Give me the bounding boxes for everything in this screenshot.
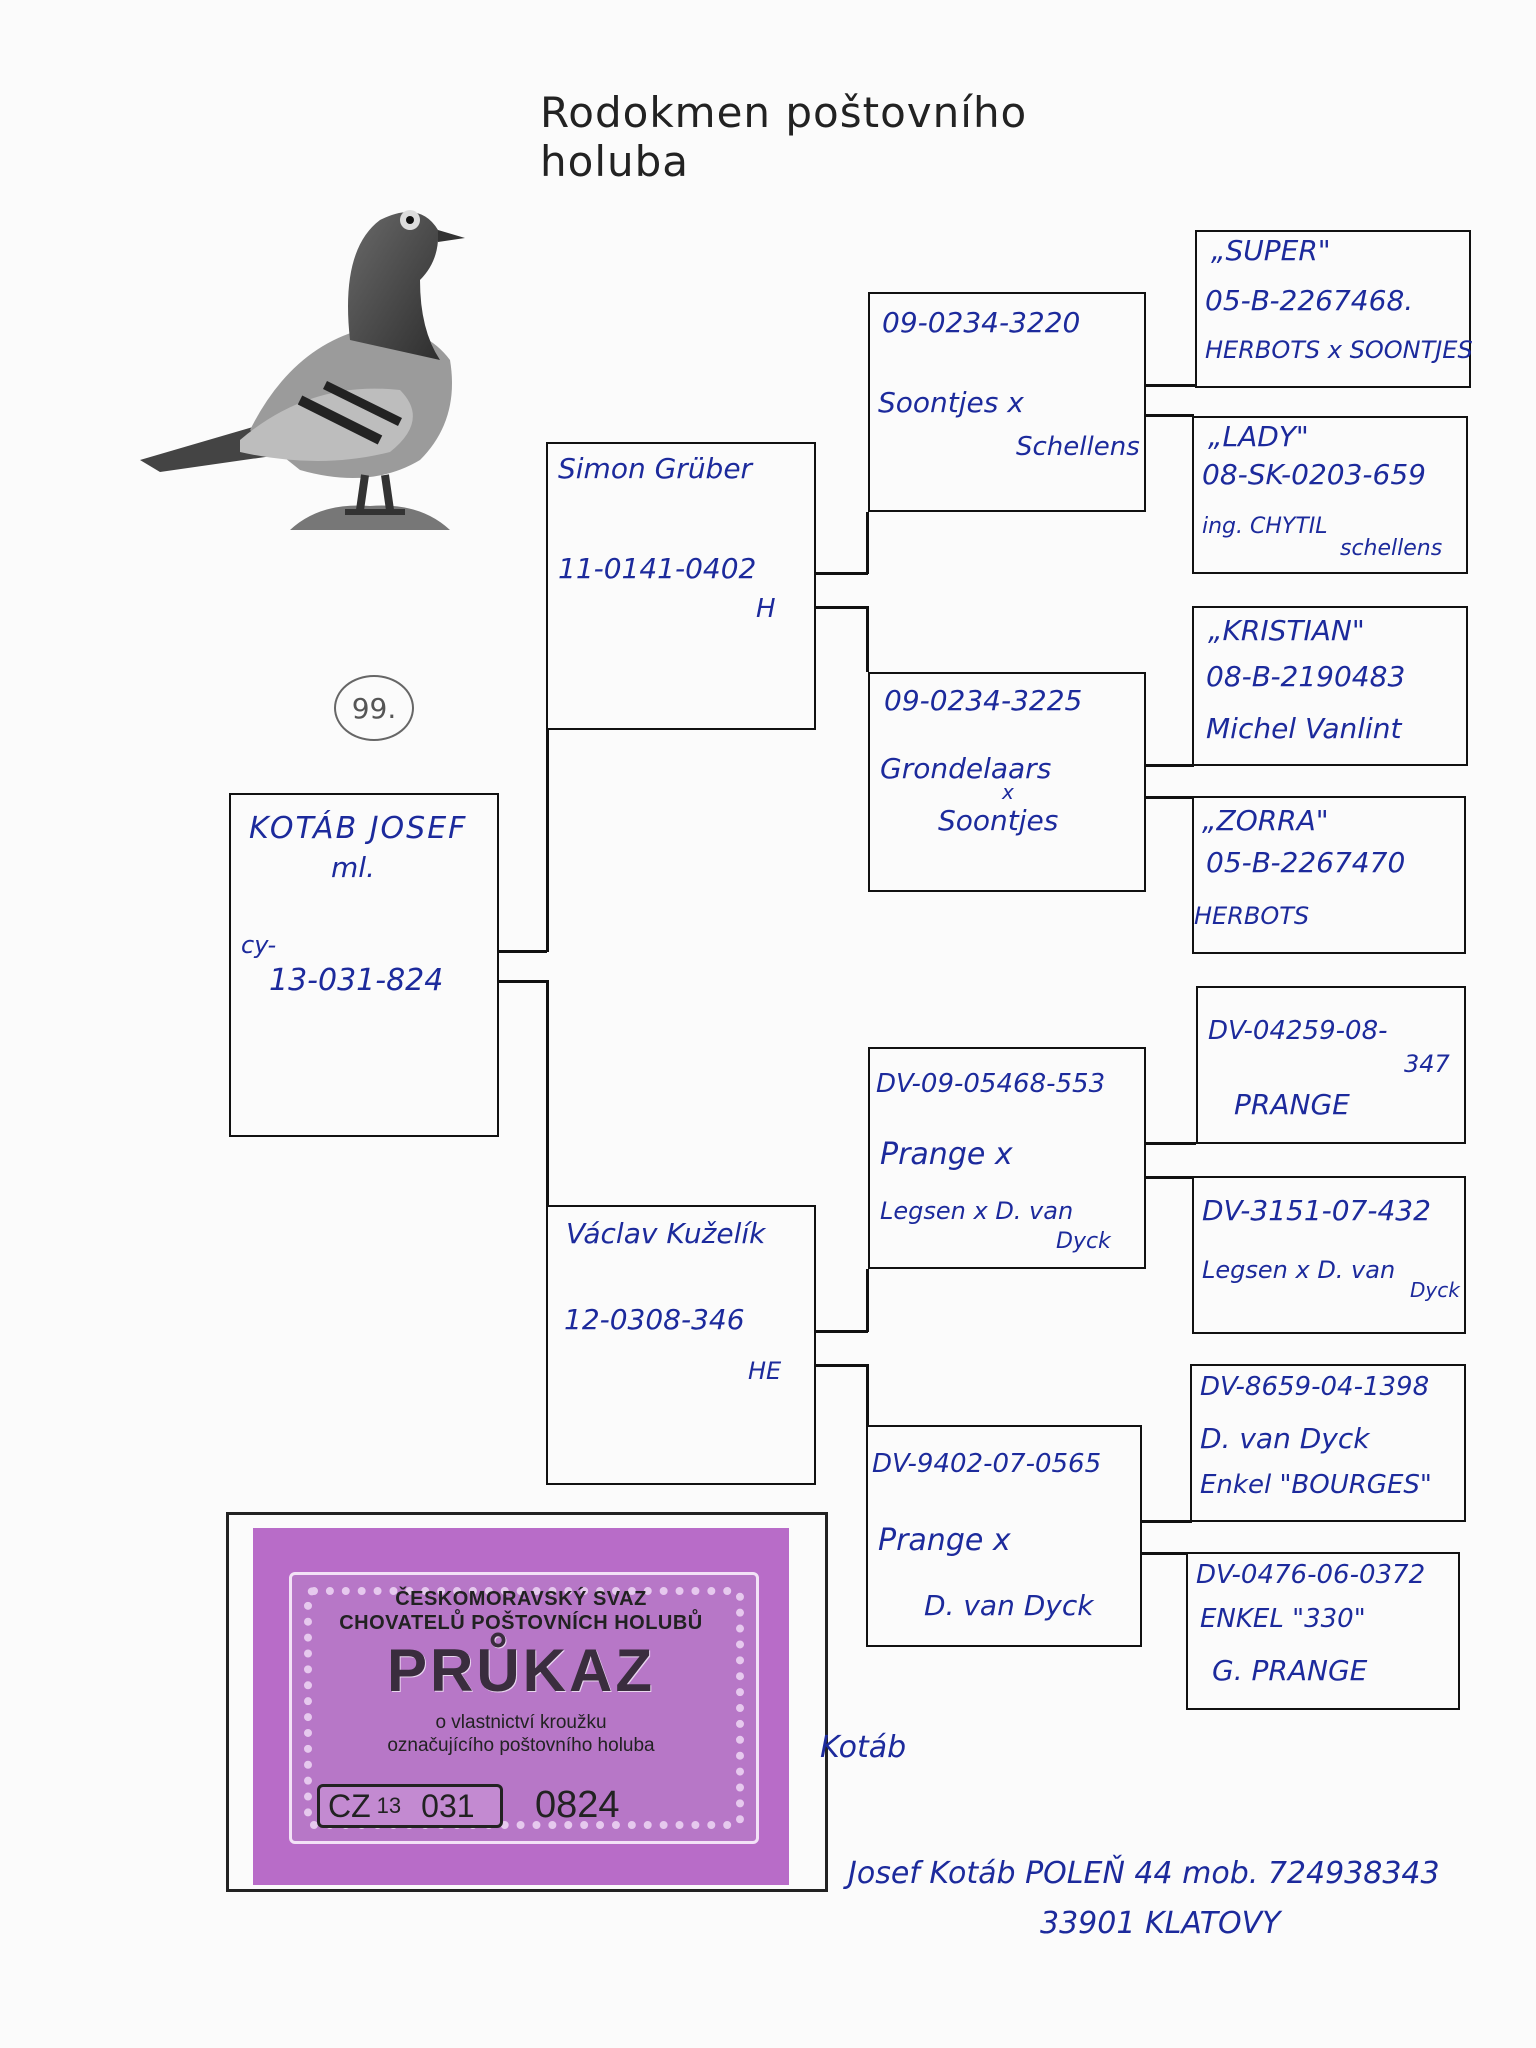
connector xyxy=(866,606,869,672)
mf-line3: Dyck xyxy=(1056,1229,1111,1254)
mmm-box xyxy=(1186,1552,1460,1710)
fmm-name: „ZORRA" xyxy=(1202,804,1329,837)
mother-box xyxy=(546,1205,816,1485)
card-number: 0824 xyxy=(535,1784,620,1826)
connector xyxy=(499,980,547,983)
mmf-strain: Enkel "BOURGES" xyxy=(1200,1470,1432,1500)
connector xyxy=(1146,414,1194,417)
connector xyxy=(1142,1520,1192,1523)
mother-name: Václav Kuželík xyxy=(566,1217,766,1250)
mmf-breeder: D. van Dyck xyxy=(1200,1422,1370,1455)
father-box xyxy=(546,442,816,730)
fff-breeder: HERBOTS x SOONTJES xyxy=(1205,336,1473,364)
mfm-ring: DV-3151-07-432 xyxy=(1202,1194,1431,1227)
ffm-box xyxy=(1192,416,1468,574)
connector xyxy=(866,1269,869,1332)
connector xyxy=(546,980,549,1206)
connector xyxy=(1146,796,1194,799)
card-club: 031 xyxy=(421,1787,475,1824)
mm-line2: D. van Dyck xyxy=(924,1589,1094,1622)
card-country: CZ xyxy=(328,1787,371,1824)
fmf-box xyxy=(1192,606,1468,766)
connector xyxy=(816,1330,868,1333)
ffm-ring: 08-SK-0203-659 xyxy=(1202,458,1426,491)
mmm-ring: DV-0476-06-0372 xyxy=(1196,1560,1426,1590)
connector xyxy=(816,606,868,609)
ffm-breeder: ing. CHYTIL xyxy=(1202,514,1328,539)
fmf-name: „KRISTIAN" xyxy=(1208,614,1365,647)
ring-card xyxy=(253,1528,789,1885)
card-year: 13 xyxy=(376,1793,402,1818)
fff-ring: 05-B-2267468. xyxy=(1205,284,1414,317)
card-ring-code xyxy=(317,1784,503,1828)
fm-box xyxy=(868,672,1146,892)
mmf-ring: DV-8659-04-1398 xyxy=(1200,1372,1430,1402)
connector xyxy=(499,950,547,953)
subject-ring-prefix: cy- xyxy=(241,931,277,959)
mf-ring: DV-09-05468-553 xyxy=(876,1069,1106,1099)
fmf-breeder: Michel Vanlint xyxy=(1206,712,1402,745)
connector xyxy=(546,730,549,952)
subject-ring: 13-031-824 xyxy=(269,963,444,998)
mff-box xyxy=(1196,986,1466,1144)
connector xyxy=(866,512,869,574)
mf-line2: Legsen x D. van xyxy=(880,1197,1074,1225)
subject-name-suffix: ml. xyxy=(331,851,375,884)
mfm-breeder-end: Dyck xyxy=(1410,1278,1460,1302)
mm-box xyxy=(866,1425,1142,1647)
mfm-box xyxy=(1192,1176,1466,1334)
fmf-ring: 08-B-2190483 xyxy=(1206,660,1406,693)
connector xyxy=(1146,1176,1194,1179)
card-org-line2: CHOVATELŮ POŠTOVNÍCH HOLUBŮ xyxy=(339,1612,703,1634)
stamp-number: 99. xyxy=(334,675,414,741)
mf-line1: Prange x xyxy=(880,1137,1013,1172)
fm-ring: 09-0234-3225 xyxy=(884,684,1083,717)
fff-box xyxy=(1195,230,1471,388)
subject-box xyxy=(229,793,499,1137)
card-org-line1: ČESKOMORAVSKÝ SVAZ xyxy=(395,1588,647,1610)
mmm-breeder: G. PRANGE xyxy=(1212,1654,1368,1687)
mff-ring: DV-04259-08- xyxy=(1208,1016,1388,1046)
fmm-box xyxy=(1192,796,1466,954)
pigeon-icon xyxy=(120,190,500,550)
father-name: Simon Grüber xyxy=(558,452,753,485)
connector xyxy=(1142,1552,1188,1555)
mmm-strain: ENKEL "330" xyxy=(1200,1604,1366,1634)
mff-breeder: PRANGE xyxy=(1234,1088,1350,1121)
ffm-name: „LADY" xyxy=(1208,420,1309,453)
ffm-strain: schellens xyxy=(1340,536,1443,561)
fm-line3: Soontjes xyxy=(938,804,1059,837)
connector xyxy=(816,1364,868,1367)
fm-line2: x xyxy=(1002,780,1014,804)
ff-box xyxy=(868,292,1146,512)
father-ring: 11-0141-0402 xyxy=(558,552,757,585)
ff-line2: Schellens xyxy=(1016,432,1140,462)
ff-line1: Soontjes x xyxy=(878,386,1024,419)
connector xyxy=(1146,384,1196,387)
card-subtitle-line2: označujícího poštovního holuba xyxy=(387,1735,655,1756)
subject-name: KOTÁB JOSEF xyxy=(249,811,468,846)
card-heading: PRŮKAZ xyxy=(387,1637,655,1704)
address-line1: Josef Kotáb POLEŇ 44 mob. 724938343 xyxy=(848,1856,1440,1891)
mfm-breeder: Legsen x D. van xyxy=(1202,1256,1396,1284)
mother-sex: HE xyxy=(748,1357,782,1385)
mff-ring-end: 347 xyxy=(1404,1050,1450,1078)
connector xyxy=(866,1364,869,1426)
mother-ring: 12-0308-346 xyxy=(564,1303,745,1336)
mmf-box xyxy=(1190,1364,1466,1522)
connector xyxy=(816,572,868,575)
card-subtitle-line1: o vlastnictví kroužku xyxy=(435,1712,607,1733)
ff-ring: 09-0234-3220 xyxy=(882,306,1081,339)
father-sex: H xyxy=(756,594,776,624)
fmm-breeder: HERBOTS xyxy=(1194,902,1310,930)
connector xyxy=(1146,764,1194,767)
connector xyxy=(1146,1142,1196,1145)
mm-ring: DV-9402-07-0565 xyxy=(872,1449,1102,1479)
mm-line1: Prange x xyxy=(878,1523,1011,1558)
fmm-ring: 05-B-2267470 xyxy=(1206,846,1406,879)
fff-name: „SUPER" xyxy=(1211,234,1331,267)
page-title: Rodokmen poštovního holuba xyxy=(540,88,1028,186)
fm-line1: Grondelaars xyxy=(880,752,1052,785)
mf-box xyxy=(868,1047,1146,1269)
address-line2: 33901 KLATOVY xyxy=(1040,1906,1281,1941)
signature: Kotáb xyxy=(820,1730,907,1765)
